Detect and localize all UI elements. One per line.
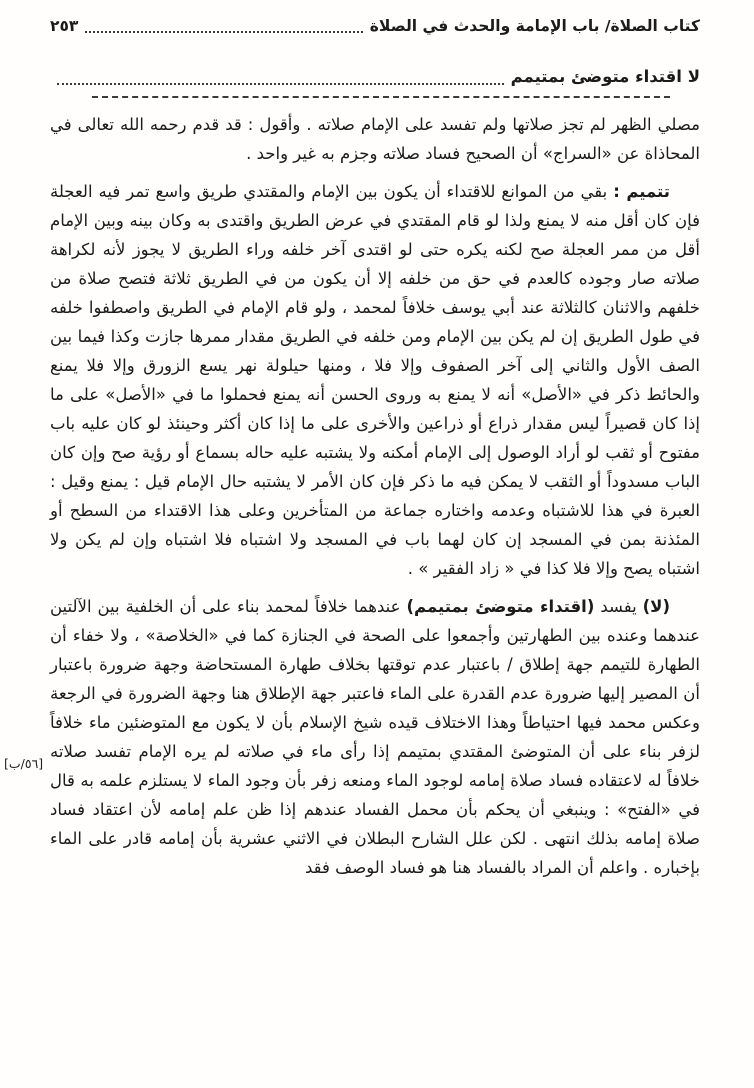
text-run: (اقتداء متوضئ بمتيمم) — [406, 597, 595, 616]
paragraph — [50, 177, 700, 583]
section-heading: لا اقتداء متوضئ بمتيمم — [510, 67, 700, 86]
text-run: (لا) — [642, 597, 671, 616]
running-header — [50, 14, 700, 38]
dashed-rule — [92, 96, 670, 98]
dotted-leader — [57, 83, 504, 85]
text-run: مصلي الظهر لم تجز صلاتها ولم تفسد على الإمام صلاته . وأقول : قد قدم رحمه الله تعالى في المحاذاة عن «السراج» أن الصحيح فساد صلاته وجزم به غير واحد . — [50, 115, 700, 163]
chapter-title: كتاب الصلاة/ باب الإمامة والحدث في الصلاة — [369, 17, 700, 35]
page-number: ٢٥٣ — [50, 17, 79, 35]
text-run: بقي من الموانع للاقتداء أن يكون بين الإمام والمقتدي طريق واسع تمر فيه العجلة فإن كان أقل منه لا يمنع ولذا لو قام المقتدي في عرض الطريق واقتدى به وكان بينه وبين الإمام أقل من ممر العجلة صح لكنه يكره حتى لو اقتدى آخر خلفه وراء الطريق لا يجوز لأنه لكراهة صلاته صار وجوده كالعدم في حق من خلفه إلا أن يكون من في الطريق ثلاثة فتصح صلاة من خلفهم والاثنان كالثلاثة عند أبي يوسف خلافاً لمحمد ، ولو قام الإمام في الطريق واصطفوا خلفه في طول الطريق إن لم يكن بين الإمام ومن خلفه في الطريق مقدار ممرها جازت وكذا فيما بين الصف الأول والثاني إلى آخر الصفوف وإلا فلا ، ومنها حيلولة نهر يسع الزورق وإلا فلا يمنع والحائط ذكر في «الأصل» أنه لا يمنع به وروى الحسن أنه يمنع فحملوا ما في «الأصل» على ما إذا كان قصيراً ليس مقدار ذراع أو ذراعين والأخرى على ما إذا كان أكثر وحينئذ لو كان عليه باب مفتوح أو ثقب لو أراد الوصول إلى الإمام أمكنه ولا يشتبه عليه حاله بسماع أو رؤية صح وإن كان الباب مسدوداً أو الثقب لا يمكن فيه ما ذكر فإن كان الأمر لا يشتبه حال الإمام قيل : يمنع وقيل : العبرة في هذا للاشتباه وعدمه واختاره جماعة من المتأخرين وعلى هذا الاقتداء من السطح أو المئذنة بمن في المسجد إن كان لهما باب في المسجد ولا اشتباه فلا اشتباه وإن لم يكن ولا اشتباه يصح وإلا فلا كذا في « زاد الفقير » . — [50, 182, 700, 578]
dotted-leader — [85, 31, 362, 33]
body-text — [50, 110, 700, 882]
section-heading-row — [50, 64, 700, 90]
paragraph — [50, 110, 700, 168]
paragraph — [50, 592, 700, 882]
folio-margin-note: [٥٦/ب] — [4, 756, 44, 771]
text-run: يفسد — [594, 597, 643, 616]
text-run: عندهما خلافاً لمحمد بناء على أن الخلفية بين الآلتين عندهما وعنده بين الطهارتين وأجمعوا على الصحة في الجنازة كما في «الخلاصة» ، ولا خفاء أن الطهارة للتيمم جهة إطلاق / باعتبار عدم توقتها بخلاف طهارة المستحاضة وجهة ضرورة باعتبار أن المصير إليها ضرورة عدم القدرة على الماء فاعتبر جهة الإطلاق هنا وجهة الضرورة في الرجعة وعكس محمد فيها احتياطاً وهذا الاختلاف قيده شيخ الإسلام بأن لا يكون مع المتوضئين ماء خلافاً لزفر بناء على أن المتوضئ المقتدي بمتيمم إذا رأى ماء في صلاته لم يره الإمام تفسد صلاته خلافاً له لاعتقاده فساد صلاة إمامه لوجود الماء ومنعه زفر بأن وجود الماء لا يستلزم علمه به قال في «الفتح» : وينبغي أن يحكم بأن محمل الفساد عندهم إذا ظن علم إمامه لأن اعتقاد فساد صلاة إمامه بذلك انتهى . لكن علل الشارح البطلان في الاثني عشرية بأن إمامه قادر على الماء بإخباره . واعلم أن المراد بالفساد هنا هو فساد الوصف فقد — [50, 597, 700, 877]
text-run: تتميم : — [613, 182, 670, 201]
